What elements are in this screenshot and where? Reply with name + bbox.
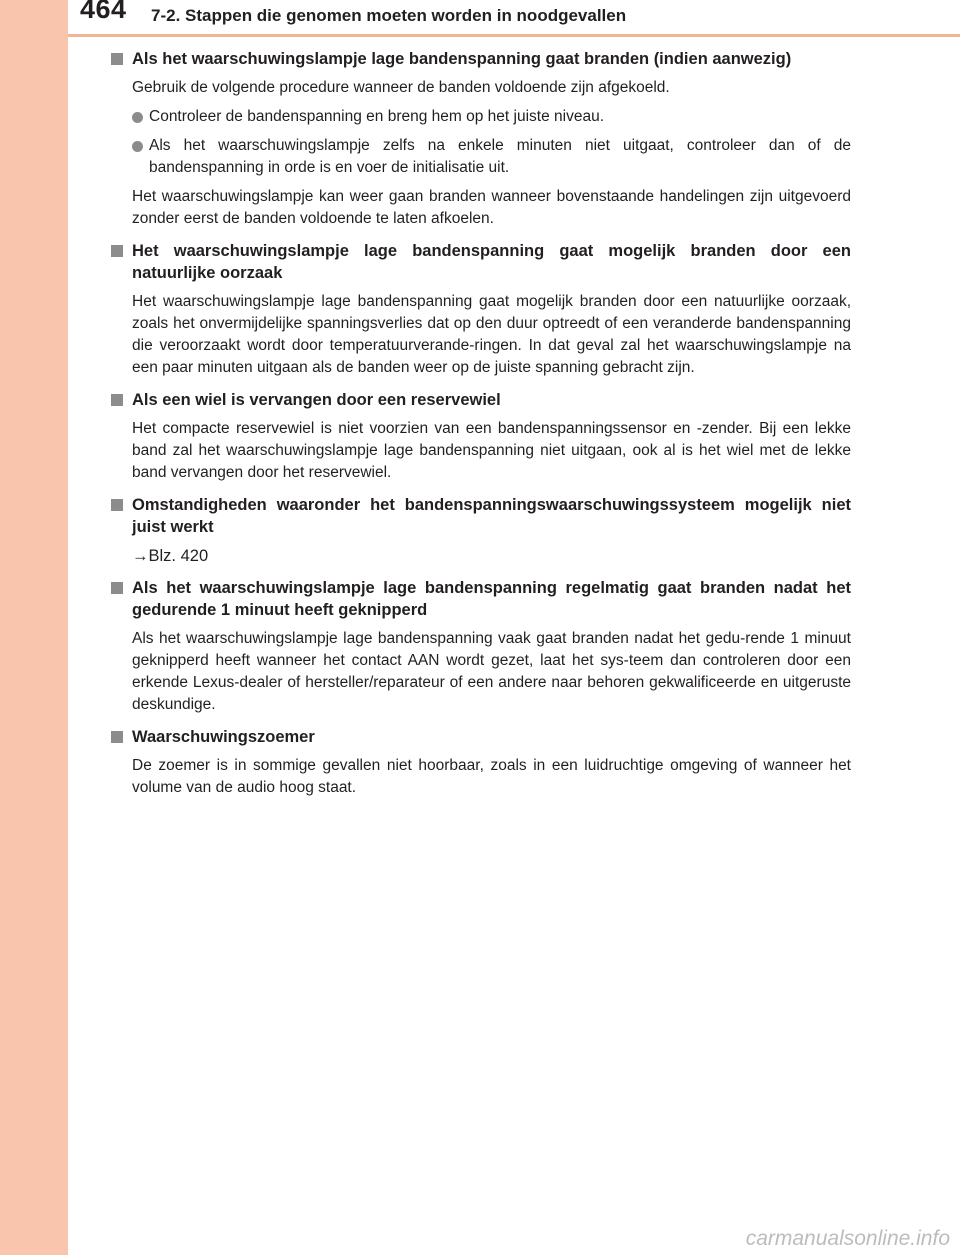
section-heading: Als het waarschuwingslampje lage bandenspanning regelmatig gaat branden nadat het gedurende 1 minuut heeft geknipperd: [111, 577, 851, 621]
square-bullet-icon: [111, 499, 123, 511]
paragraph: Gebruik de volgende procedure wanneer de banden voldoende zijn afgekoeld.: [132, 79, 670, 96]
section-heading: Waarschuwingszoemer: [111, 726, 851, 748]
section-heading: Omstandigheden waaronder het bandenspanningswaarschuwingssysteem mogelijk niet juist werkt: [111, 494, 851, 538]
page-content: [111, 48, 851, 799]
paragraph: Als het waarschuwingslampje lage bandenspanning vaak gaat branden nadat het gedu-rende 1 minuut geknipperd heeft wanneer het contact AAN wordt gezet, laat het sys-teem dan controleren door een erkende Lexus-dealer of hersteller/reparateur of een andere naar behoren gekwalificeerde en uitgeruste deskundige.: [132, 630, 851, 713]
square-bullet-icon: [111, 582, 123, 594]
section-heading: Het waarschuwingslampje lage bandenspanning gaat mogelijk branden door een natuurlijke oorzaak: [111, 240, 851, 284]
watermark: carmanualsonline.info: [745, 1227, 950, 1250]
page-number: 464: [80, 0, 127, 24]
square-bullet-icon: [111, 731, 123, 743]
paragraph: Het compacte reservewiel is niet voorzien van een bandenspanningssensor en -zender. Bij een lekke band zal het waarschuwingslampje lage bandenspanning niet uitgaan, ook al is het wiel met de lekke band vervangen door het reservewiel.: [132, 420, 851, 481]
header-divider: [68, 34, 960, 37]
square-bullet-icon: [111, 53, 123, 65]
list-item: Controleer de bandenspanning en breng hem op het juiste niveau.: [111, 106, 851, 128]
circle-bullet-icon: [132, 141, 143, 152]
page-sidebar: [0, 0, 68, 1255]
list-item: Als het waarschuwingslampje zelfs na enkele minuten niet uitgaat, controleer dan of de bandenspanning in orde is en voer de initialisatie uit.: [111, 135, 851, 179]
paragraph: Het waarschuwingslampje kan weer gaan branden wanneer bovenstaande handelingen zijn uitgevoerd zonder eerst de banden voldoende te laten afkoelen.: [132, 188, 851, 227]
paragraph: Het waarschuwingslampje lage bandenspanning gaat mogelijk branden door een natuurlijke oorzaak, zoals het onvermijdelijke spanningsverlies dat op den duur optreedt of een veranderde bandenspanning die veroorzaakt wordt door temperatuurverande-ringen. In dat geval zal het waarschuwingslampje na een paar minuten uitgaan als de banden weer op de juiste spanning gebracht zijn.: [132, 293, 851, 376]
paragraph: De zoemer is in sommige gevallen niet hoorbaar, zoals in een luidruchtige omgeving of wanneer het volume van de audio hoog staat.: [132, 757, 851, 796]
section-heading: Als een wiel is vervangen door een reservewiel: [111, 389, 851, 411]
section-heading: Als het waarschuwingslampje lage bandenspanning gaat branden (indien aanwezig): [111, 48, 851, 70]
square-bullet-icon: [111, 394, 123, 406]
square-bullet-icon: [111, 245, 123, 257]
page-reference: →Blz. 420: [132, 547, 209, 565]
section-title: 7-2. Stappen die genomen moeten worden in noodgevallen: [151, 6, 627, 25]
circle-bullet-icon: [132, 112, 143, 123]
